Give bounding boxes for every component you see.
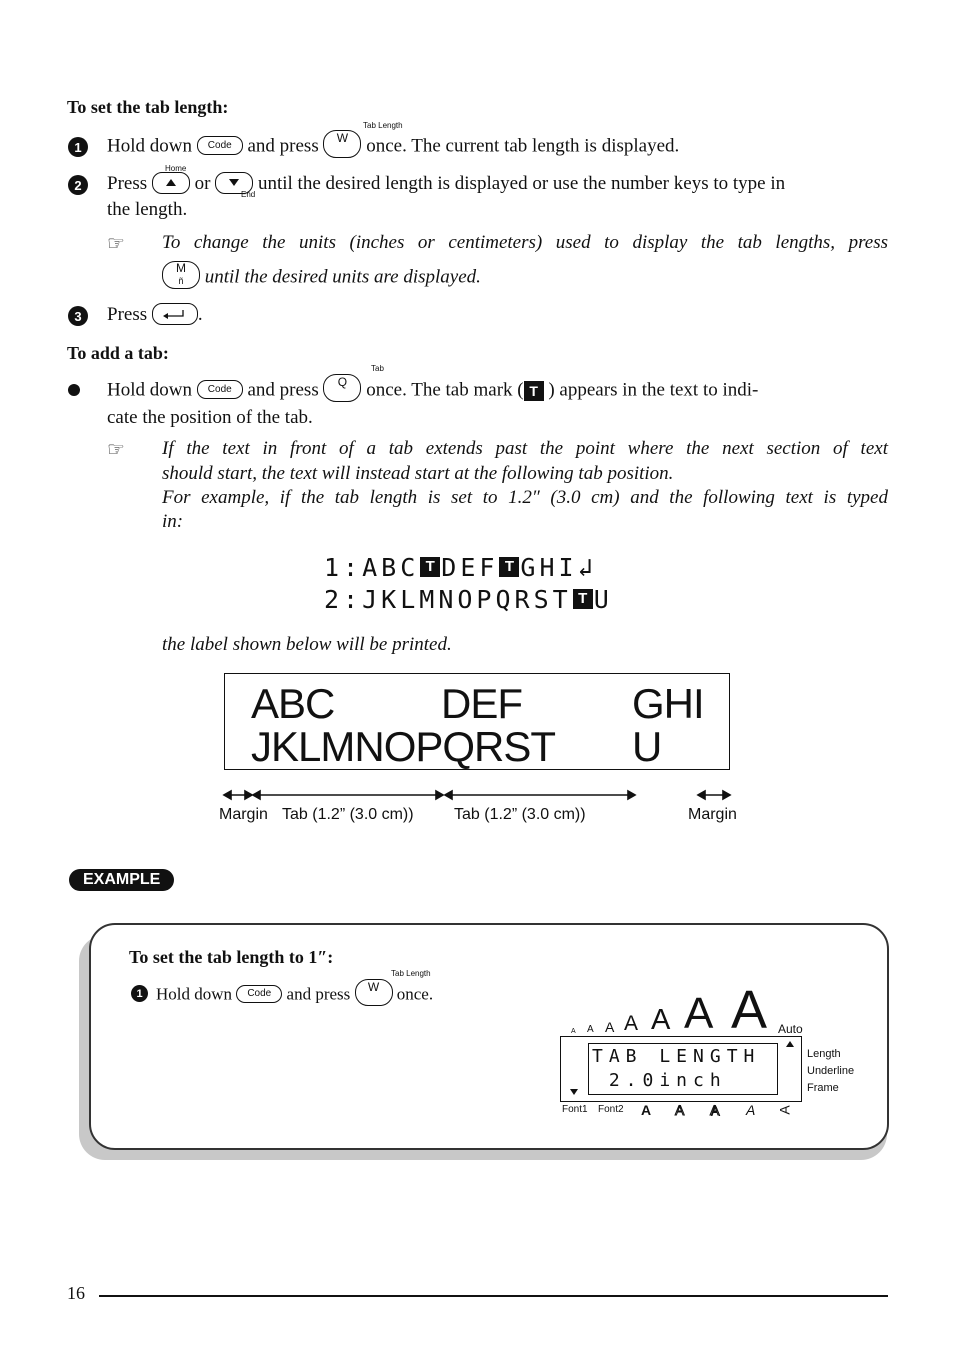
lcd-line-1: TAB LENGTH [592,1046,761,1067]
example-step1-mid: and press [286,984,351,1004]
note1-line2-wrap [162,261,481,292]
tab-length-key-label: Tab Length [391,969,431,978]
printed-label [224,673,730,770]
section-heading-tab-length: To set the tab length: [67,97,229,117]
label-cell: U [632,723,662,770]
w-key-icon: W [323,130,361,158]
size-indicator: A [651,1004,671,1036]
vertical-style-indicator: A [776,1105,793,1115]
bullet-icon [68,384,80,396]
example-panel [89,923,889,1150]
typed-prefix: 1: [324,553,363,582]
end-key-label: End [241,190,256,199]
bold-style-indicator: A [641,1102,652,1118]
lcd-screen [588,1043,778,1095]
label-cell: JKLMNOPQRST [251,723,556,770]
dim-margin-right: Margin [688,806,737,823]
tab-mark-icon: T [524,381,544,401]
bullet-line2: cate the position of the tab. [107,407,313,428]
pointing-hand-icon: ☞ [107,233,125,255]
example-step1-text [156,982,433,1009]
label-cell: GHI [632,680,704,727]
length-indicator-label: Length [807,1048,841,1060]
underline-indicator-label: Underline [807,1065,855,1077]
step2-post: until the desired length is displayed or use the number keys to type in [257,173,786,194]
step1-text [107,133,679,161]
size-indicator: A [624,1012,639,1035]
typed-segment: U [593,585,613,614]
lcd-side-labels [807,1046,854,1097]
lcd-bottom-labels [562,1104,802,1120]
size-indicator: A [571,1028,576,1035]
frame-indicator-label: Frame [807,1082,839,1094]
step2-text [107,171,785,196]
size-indicator: A [731,980,768,1040]
note1-line2: until the desired units are displayed. [204,266,481,288]
lcd-down-indicator-icon [569,1087,579,1097]
code-key-icon: Code [197,136,243,155]
typed-line-1 [324,553,597,582]
italic-style-indicator: A [746,1102,756,1118]
outline-style-indicator: A [675,1102,685,1118]
step1-mid: and press [247,135,319,157]
typed-segment: GHI [520,553,578,582]
step2-text-line2: the length. [107,199,188,220]
bullet-pre: Hold down [107,379,192,401]
example-heading: To set the tab length to 1″: [129,947,334,967]
typed-segment: DEF [441,553,499,582]
typed-segment: JKLMNOPQRST [362,585,572,614]
m-key-icon [162,261,200,289]
label-caption: the label shown below will be printed. [162,634,452,655]
typed-line-2 [324,585,613,614]
code-key-icon: Code [236,985,282,1003]
example-step1-post: once. [396,984,434,1004]
dim-tab-2: Tab (1.2” (3.0 cm)) [454,806,586,823]
font2-label: Font2 [598,1104,624,1115]
m-key-letter: M [176,261,186,275]
shadow-style-indicator: A [710,1102,720,1118]
size-indicator: A [587,1024,594,1035]
font1-label: Font1 [562,1104,588,1115]
example-badge: EXAMPLE [69,869,174,891]
note2-line3: For example, if the tab length is set to 1.2″ (3.0 cm) and the following text is typed [162,487,888,508]
bullet-post2: ) appears in the text to indi- [548,379,759,401]
step-number: 1 [131,985,148,1002]
lcd-up-indicator-icon [785,1039,795,1049]
tab-mark-icon: T [420,557,440,577]
tab-mark-icon: T [573,589,593,609]
lcd-display [560,1036,802,1102]
dim-margin-left: Margin [219,806,268,823]
bullet-mid: and press [247,379,319,401]
step-number: 1 [68,137,88,157]
tab-length-key-label: Tab Length [363,121,403,130]
step3-pre: Press [107,304,148,325]
code-key-icon: Code [197,380,243,399]
section-heading-add-tab: To add a tab: [67,343,169,363]
step3-text [107,302,203,327]
example-step1-pre: Hold down [156,984,233,1004]
size-indicator: A [684,989,714,1038]
tab-key-label: Tab [371,364,384,373]
note1-line1: To change the units (inches or centimeters) used to display the tab lengths, press [162,232,888,253]
typed-prefix: 2: [324,585,363,614]
lcd-line-2: 2.0inch [592,1070,727,1091]
font-size-indicators [569,980,809,1040]
step2-or: or [194,173,211,194]
note2-line2: should start, the text will instead start at the following tab position. [162,463,674,484]
bullet-post1: once. The tab mark ( [366,379,524,401]
label-cell: ABC [251,680,335,727]
step1-post: once. The current tab length is displayed. [366,135,680,157]
step-number: 2 [68,175,88,195]
footer-rule [99,1295,888,1297]
note2-line4: in: [162,511,184,532]
up-arrow-key-icon [152,172,190,194]
step2-pre: Press [107,173,148,194]
step1-pre: Hold down [107,135,192,157]
step-number: 3 [68,306,88,326]
enter-key-icon [152,303,198,325]
q-key-icon: Q [323,374,361,402]
dimension-arrows [220,785,740,805]
bullet-text [107,377,758,405]
size-indicator: A [605,1019,615,1035]
pointing-hand-icon: ☞ [107,439,125,461]
home-key-label: Home [165,164,187,173]
return-mark-icon: ↲ [577,553,597,582]
step3-post: . [197,304,203,325]
typed-segment: ABC [362,553,420,582]
auto-indicator: Auto [778,1022,803,1036]
note2-line1: If the text in front of a tab extends past the point where the next section of text [162,438,888,459]
w-key-icon: W [355,979,393,1006]
label-cell: DEF [441,680,522,727]
page-number: 16 [67,1283,85,1303]
tab-mark-icon: T [499,557,519,577]
m-key-sub: ñ [178,276,184,286]
dim-tab-1: Tab (1.2” (3.0 cm)) [282,806,414,823]
